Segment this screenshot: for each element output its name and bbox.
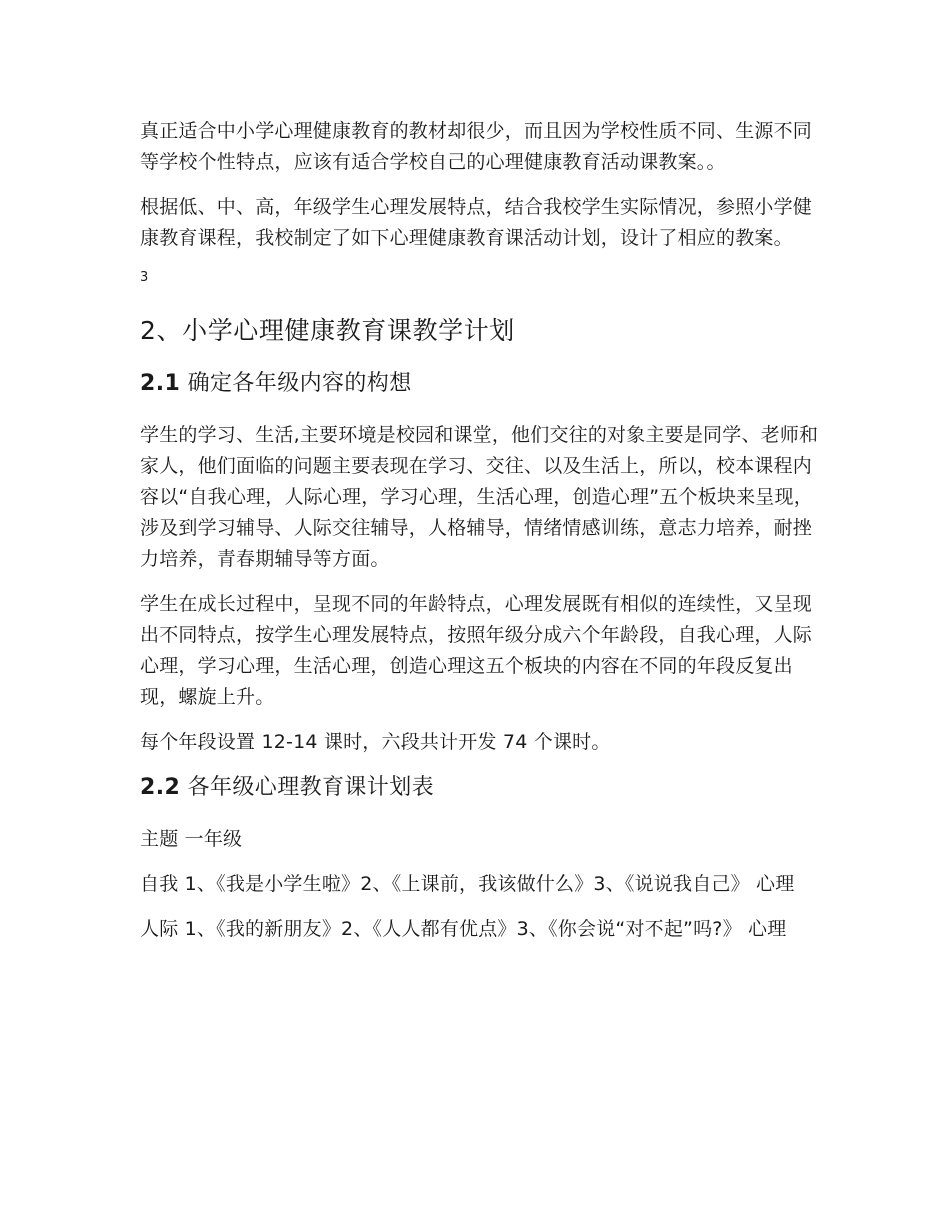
section-2-1-number: 2.1: [140, 371, 181, 396]
section-2-heading: 2、小学心理健康教育课教学计划: [140, 316, 515, 345]
section-2-1-heading: [140, 368, 830, 400]
intro-paragraph-1: 真正适合中小学心理健康教育的教材却很少，而且因为学校性质不同、生源不同等学校个性特点，应该有适合学校自己的心理健康教育活动课教案。。: [140, 120, 813, 173]
plan-table-row-self: 自我 1、《我是小学生啦》2、《上课前，我该做什么》3、《说说我自己》 心理: [140, 873, 795, 895]
document-page: [140, 116, 830, 959]
intro-paragraph-2: 根据低、中、高，年级学生心理发展特点，结合我校学生实际情况，参照小学健康教育课程，我校制定了如下心理健康教育课活动计划，设计了相应的教案。: [140, 196, 813, 249]
section-2-1-title: 确定各年级内容的构想: [187, 371, 412, 396]
section-2-2-heading: [140, 772, 830, 804]
section-2-2-number: 2.2: [140, 775, 181, 800]
plan-table-row-interpersonal: 人际 1、《我的新朋友》2、《人人都有优点》3、《你会说“对不起”吗?》 心理: [140, 918, 787, 940]
section-2-1-paragraph-1: 学生的学习、生活,主要环境是校园和课堂，他们交往的对象主要是同学、老师和家人，他们面临的问题主要表现在学习、交往、以及生活上，所以，校本课程内容以“自我心理，人际心理，学习心理，生活心理，创造心理”五个板块来呈现，涉及到学习辅导、人际交往辅导，人格辅导，情绪情感训练，意志力培养，耐挫力培养，青春期辅导等方面。: [140, 424, 819, 570]
section-2-2-title: 各年级心理教育课计划表: [187, 775, 434, 800]
section-2-1-paragraph-2: 学生在成长过程中，呈现不同的年龄特点，心理发展既有相似的连续性，又呈现出不同特点，按学生心理发展特点，按照年级分成六个年龄段，自我心理，人际心理，学习心理，生活心理，创造心理这五个板块的内容在不同的年段反复出现，螺旋上升。: [140, 593, 813, 708]
section-2-1-paragraph-3: 每个年段设置 12-14 课时，六段共计开发 74 个课时。: [140, 731, 611, 753]
plan-table-header: 主题 一年级: [140, 828, 243, 850]
page-number: 3: [140, 270, 149, 285]
